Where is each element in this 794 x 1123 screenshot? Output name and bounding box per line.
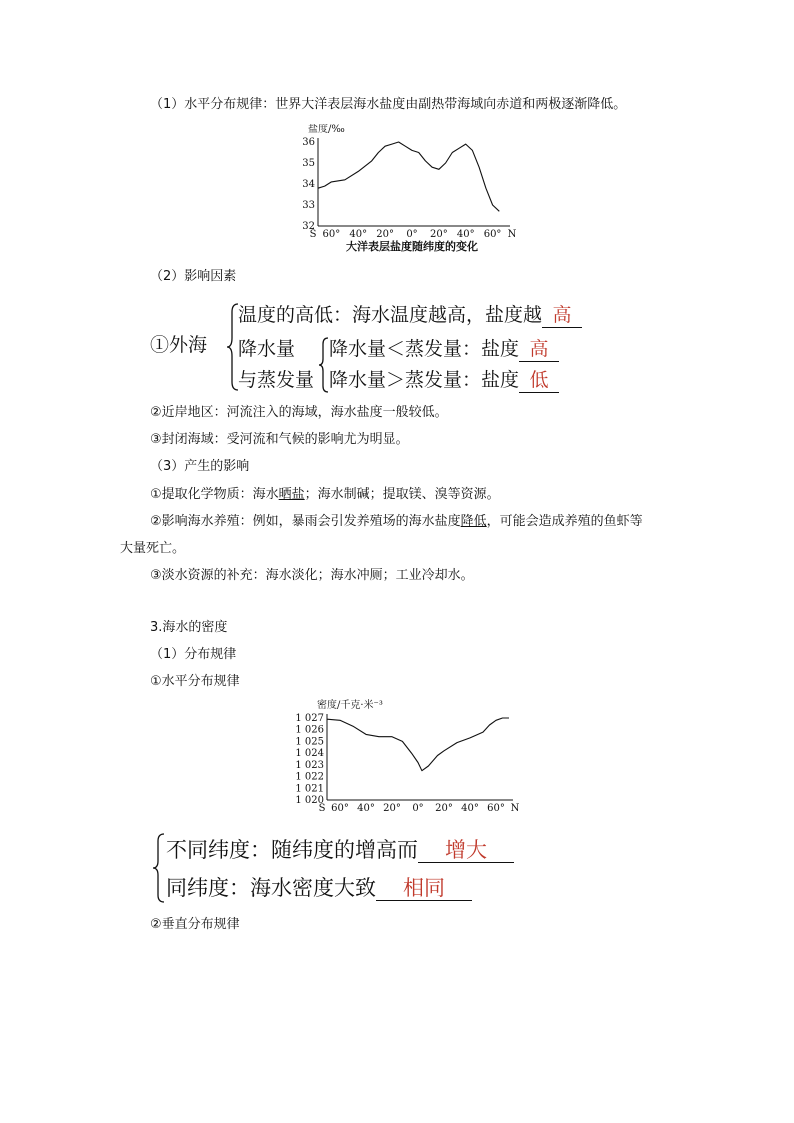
coast-rule: ②近岸地区：河流注入的海域，海水盐度一般较低。 <box>150 405 448 420</box>
closed-sea-rule: ③封闭海域：受河流和气候的影响尤为明显。 <box>150 432 409 447</box>
x-tick-label: 40° <box>349 229 368 240</box>
precip-label-2: 与蒸发量 <box>238 369 315 391</box>
x-tick-label: 60° <box>322 229 341 240</box>
outer-sea-label: ①外海 <box>150 334 208 356</box>
effect-item-2 <box>150 513 643 531</box>
density-chart <box>295 698 530 818</box>
density-horizontal-title: ①水平分布规律 <box>150 674 240 689</box>
chart-caption: 大洋表层盐度随纬度的变化 <box>346 240 478 253</box>
effects-title: （3）产生的影响 <box>150 459 250 474</box>
x-tick-label: 60° <box>487 803 505 814</box>
x-tick-label: 60° <box>483 229 502 240</box>
density-heading: 3.海水的密度 <box>150 620 228 635</box>
y-tick-label: 1 023 <box>295 759 324 771</box>
y-axis-label: 盐度/‰ <box>308 124 345 135</box>
density-vertical-title: ②垂直分布规律 <box>150 917 240 932</box>
y-tick-label: 36 <box>302 137 315 148</box>
salinity-horizontal-rule: （1）水平分布规律：世界大洋表层海水盐度由副热带海域向赤道和两极逐渐降低。 <box>150 97 627 112</box>
effect-item-1 <box>150 486 500 504</box>
y-tick-label: 1 025 <box>295 736 324 748</box>
x-start-label: S <box>318 803 326 814</box>
x-tick-label: 0° <box>412 803 424 814</box>
diff-lat-answer: 增大 <box>445 838 487 862</box>
same-lat-answer: 相同 <box>403 876 445 900</box>
x-tick-label: 0° <box>406 229 418 240</box>
y-tick-label: 33 <box>302 200 315 211</box>
precip-less-text: 降水量＜蒸发量：盐度 <box>329 338 520 360</box>
y-tick-label: 1 021 <box>295 783 324 795</box>
effect-item-1-b: ；海水制碱；提取镁、溴等资源。 <box>304 487 500 502</box>
y-tick-label: 1 022 <box>295 771 324 783</box>
effect-item-2-b: ，可能会造成养殖的鱼虾等 <box>486 514 643 529</box>
effect-item-3: ③淡水资源的补充：海水淡化；海水冲厕；工业冷却水。 <box>150 568 474 583</box>
precip-less-answer: 高 <box>529 338 549 360</box>
x-tick-label: 40° <box>456 229 475 240</box>
precip-greater-line <box>329 368 559 393</box>
temperature-answer: 高 <box>552 304 572 326</box>
temperature-text: 温度的高低：海水温度越高，盐度越 <box>238 304 543 326</box>
x-end-label: N <box>510 803 520 814</box>
effect-item-1-underlined: 晒盐 <box>278 487 305 502</box>
series-line <box>318 142 499 211</box>
x-tick-label: 20° <box>435 803 453 814</box>
salinity-chart <box>296 124 526 258</box>
effect-item-1-a: ①提取化学物质：海水 <box>150 487 279 502</box>
precip-label-1: 降水量 <box>238 338 296 360</box>
precip-less-line <box>329 337 559 362</box>
effect-item-2-underlined: 降低 <box>460 514 487 529</box>
x-end-label: N <box>507 229 517 240</box>
y-tick-label: 1 020 <box>295 795 324 806</box>
x-tick-label: 40° <box>461 803 479 814</box>
diff-lat-text: 不同纬度：随纬度的增高而 <box>166 838 418 862</box>
same-lat-line <box>166 876 472 901</box>
y-tick-label: 1 024 <box>295 748 324 760</box>
diff-lat-line <box>166 838 514 863</box>
y-tick-label: 35 <box>302 158 315 169</box>
precip-greater-text: 降水量＞蒸发量：盐度 <box>329 369 520 391</box>
influence-factors-title: （2）影响因素 <box>150 269 237 284</box>
y-tick-label: 1 026 <box>295 724 324 736</box>
x-tick-label: 40° <box>357 803 375 814</box>
x-start-label: S <box>309 229 317 240</box>
effect-item-2-a: ②影响海水养殖：例如，暴雨会引发养殖场的海水盐度 <box>150 514 461 529</box>
x-tick-label: 20° <box>429 229 448 240</box>
y-axis-label: 密度/千克·米⁻³ <box>317 700 383 711</box>
same-lat-text: 同纬度：海水密度大致 <box>166 876 376 900</box>
x-tick-label: 60° <box>331 803 349 814</box>
density-distribution-title: （1）分布规律 <box>150 647 237 662</box>
temperature-line <box>238 303 582 328</box>
effect-item-2-cont: 大量死亡。 <box>120 541 186 556</box>
y-tick-label: 34 <box>302 179 315 190</box>
series-line <box>327 718 509 771</box>
y-tick-label: 32 <box>302 221 315 232</box>
x-tick-label: 20° <box>376 229 395 240</box>
precip-greater-answer: 低 <box>529 369 549 391</box>
y-tick-label: 1 027 <box>295 713 324 724</box>
x-tick-label: 20° <box>383 803 401 814</box>
density-brace <box>152 832 166 904</box>
